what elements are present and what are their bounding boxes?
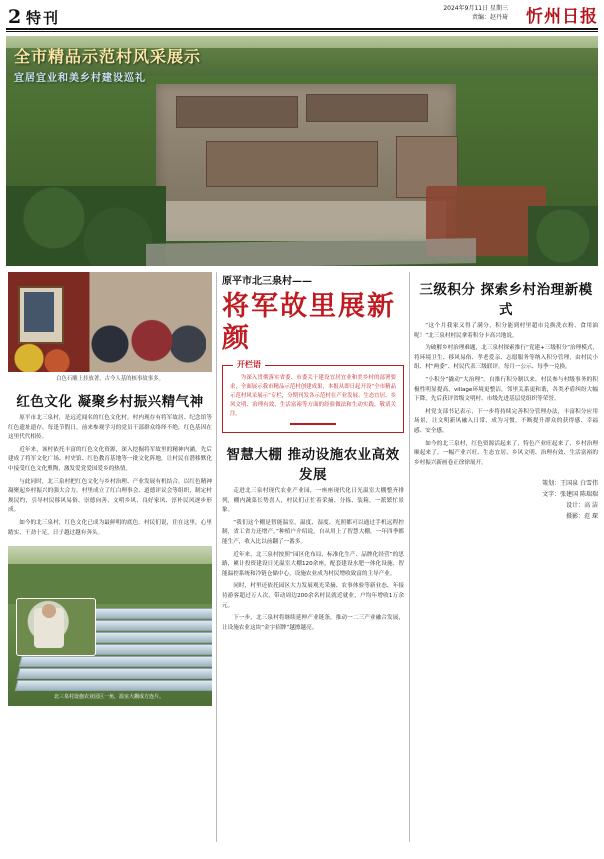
right-para-3: “小积分”撬动“大治理”。自推行积分制以来，村民参与村级事务的积极性明显提高，village环境更整洁，邻里关系更和谐，各类矛盾纠纷大幅下降，先后获评省级文明村、市级先进基层党组织等荣誉。 (414, 376, 598, 403)
publication-date: 2024年9月11日 星期三 (443, 5, 508, 12)
left-para-3: 与此同时，北三泉村把红色文化与乡村治理、产业发展有机结合，以红色精神凝聚起乡村振兴的强大合力。村里成立了红白理事会、道德评议会等组织，制定村规民约，引导村民移风易俗、崇德向善，文明乡风、良好家风、淳朴民风逐步形成。 (8, 478, 212, 514)
right-para-2: 为破解乡村治理难题，北三泉村探索推行“党建+三级积分”治理模式，将环境卫生、移风易俗、孝老爱亲、志愿服务等纳入积分管理，由村民小组、村“两委”、村民代表三级联评，每月一公示、每季一兑换。 (414, 345, 598, 371)
editor-note-label: 开栏语 (233, 359, 265, 370)
masthead (0, 0, 604, 30)
hero-banner-line1: 全市精品示范村风采展示 (14, 47, 202, 66)
masthead-rule-thin (6, 31, 598, 32)
hero-roof-1 (176, 96, 298, 128)
editor-note-text: 为深入贯彻落实省委、市委关于建设宜居宜业和美乡村的部署要求，全面展示我市精品示范村创建成果，本报从即日起开设“全市精品示范村风采展示”专栏，分期刊发各示范村在产业发展、生态宜居、乡风文明、治理有效、生活富裕等方面的经验做法和生动实践，敬请关注。 (230, 375, 396, 417)
mid-para-1: 走进北三泉村现代农业产业园，一座座现代化日光温室大棚整齐排列，棚内蔬菜长势喜人，村民们正忙着采摘、分拣、装箱，一派繁忙景象。 (222, 488, 404, 514)
hero-trees-right (528, 206, 598, 266)
left-para-4: 如今的北三泉村，红色文化已成为最鲜明的底色。村民们说，住在这里，心里踏实、干劲十足，日子越过越有奔头。 (8, 519, 212, 536)
hero-banner (14, 44, 214, 84)
left-para-1: 原平市北三泉村，是远近闻名的红色文化村。村内现存有将军故居、纪念馆等红色遗址遗存，每逢节假日，前来参观学习的党员干部群众络绎不绝，红色基因在这里代代相传。 (8, 415, 212, 441)
right-para-5: 如今的北三泉村，红色资源活起来了，特色产业旺起来了，乡村治理顺起来了，一幅产业兴旺、生态宜居、乡风文明、治理有效、生活富裕的乡村振兴新画卷正徐徐展开。 (414, 440, 598, 466)
left-column (8, 272, 212, 706)
visitors-group (86, 302, 206, 372)
greenhouse-row-5 (19, 656, 212, 667)
hero-banner-line2: 宜居宜业和美乡村建设巡礼 (14, 73, 146, 84)
hero-trees-left (6, 186, 166, 266)
main-headline: 将军故里展新颜 (222, 291, 396, 354)
greenhouse-row-6 (17, 668, 212, 679)
hero-photo (6, 36, 598, 266)
photo2-caption: 北三泉村设施农业园区一角，温室大棚成方连片。 (53, 694, 164, 701)
column-divider-1 (216, 272, 217, 842)
mid-para-5: 下一步，北三泉村将继续延伸产业链条，推动一二三产业融合发展，让设施农业这块“金字招牌”越擦越亮。 (222, 615, 404, 631)
photo-red-culture-exhibit (8, 272, 212, 372)
credit-line-3: 设计：高 洁 (566, 502, 598, 510)
credit-line-1: 策划：王国泉 白雪伟 (542, 480, 598, 488)
right-para-1: “这个月我家又得了满分，积分能到村里超市兑换洗衣粉、食用油呢！”北三泉村村民拿着积分卡高兴地说。 (414, 323, 598, 339)
editor-credit: 责编：赵丹琦 (471, 14, 508, 21)
middle-body (222, 487, 404, 633)
hero-roof-3 (206, 141, 378, 187)
left-body (8, 414, 212, 538)
mid-para-4: 同时，村里还依托园区大力发展观光采摘、农事体验等新业态，年接待游客超过万人次，带动周边200余名村民就近就业，户均年增收1万余元。 (222, 583, 404, 609)
section-name: 特刊 (26, 9, 61, 27)
hero-roof-2 (306, 94, 428, 122)
mid-para-2: “我们这个棚是智能温室，温度、湿度、光照都可以通过手机远程控制，省工省力还增产。”种植户介绍说，自从用上了智慧大棚，一年四季都能生产，收入比以前翻了一番多。 (222, 519, 404, 545)
right-para-4: 村党支部书记表示，下一步将持续完善积分管理办法，丰富积分应用场景，让文明新风融入日常、成为习惯，不断提升群众的获得感、幸福感、安全感。 (414, 408, 598, 434)
right-body (414, 322, 598, 468)
credit-line-4: 摄影：范 琛 (566, 513, 598, 521)
left-para-2: 近年来，该村依托丰富的红色文化资源，深入挖掘将军故里的精神内涵，先后建成了将军文化广场、村史馆、红色教育基地等一批文化阵地，让村民在潜移默化中接受红色文化熏陶，激发爱党爱国爱乡的热情。 (8, 446, 212, 472)
newspaper-title: 忻州日报 (526, 7, 598, 27)
masthead-rule (6, 28, 598, 30)
right-column (414, 272, 598, 522)
right-subhead: 三级积分 探索乡村治理新模式 (419, 282, 593, 318)
editor-note-box (222, 359, 404, 433)
credit-line-2: 文字：张建国 陈瑞瑞 (542, 491, 598, 499)
production-credits (414, 478, 598, 522)
left-headline: 红色文化 凝聚乡村振兴精气神 (16, 394, 204, 410)
general-portrait (24, 292, 54, 332)
flower-decoration (8, 338, 78, 372)
page-number: 2 (8, 6, 22, 28)
column-divider-2 (409, 272, 410, 842)
article-kicker: 原平市北三泉村—— (222, 276, 312, 287)
mid-para-3: 近年来，北三泉村按照“园区化布局、标准化生产、品牌化经营”的思路，累计投资建设日光温室大棚120余座，配套建设水肥一体化设施、智能温控系统和冷链仓储中心，设施农业成为村民增收致富的主导产业。 (222, 551, 404, 577)
photo-greenhouse-park (8, 546, 212, 706)
middle-subhead: 智慧大棚 推动设施农业高效发展 (226, 447, 400, 483)
hero-road (146, 238, 476, 266)
hero-plaza (166, 201, 446, 241)
photo1-caption: 白色石雕上挂放著，古今人基的核事故事多。 (56, 376, 164, 382)
middle-column (222, 272, 404, 636)
greenhouse-row-7 (15, 680, 212, 691)
editor-note-rule (290, 423, 336, 425)
